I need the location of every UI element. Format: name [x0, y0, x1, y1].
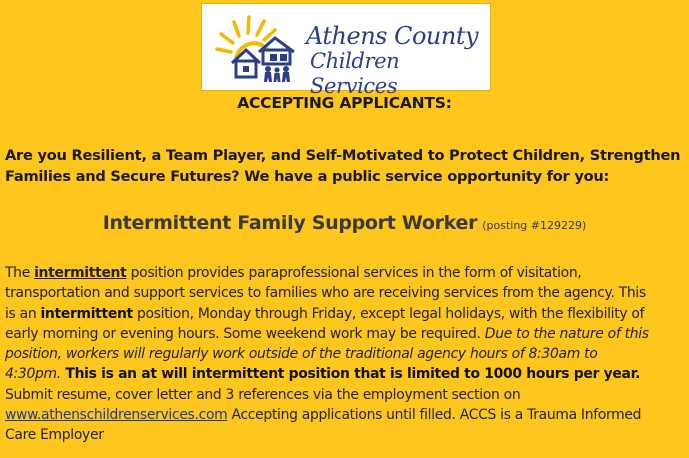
- at-will-notice: This is an at will intermittent position that is limited to 1000 hours per year.: [60, 366, 641, 383]
- job-title-line: [0, 212, 689, 234]
- sun-house-family-icon: [206, 8, 306, 88]
- page-heading: ACCEPTING APPLICANTS:: [237, 94, 452, 112]
- posting-number: (posting #129229): [482, 219, 587, 232]
- logo: [201, 3, 491, 98]
- description-line: Care Employer: [5, 427, 104, 444]
- website-link[interactable]: www.athenschildrenservices.com: [5, 407, 228, 424]
- logo-line-1: Athens County: [306, 22, 479, 50]
- description-line: Submit resume, cover letter and 3 references via the employment section on: [5, 386, 521, 403]
- description-line: is an intermittent position, Monday through Friday, except legal holidays, with the flexibility of: [5, 305, 645, 322]
- intro-question: [5, 145, 685, 187]
- description-line: 4:30pm. This is an at will intermittent position that is limited to 1000 hours per year.: [5, 366, 641, 383]
- description-line: early morning or evening hours. Some weekend work may be required. Due to the nature of this: [5, 325, 649, 342]
- description-line: The intermittent position provides paraprofessional services in the form of visitation,: [5, 265, 582, 281]
- description-line: transportation and support services to families who are receiving services from the agency. This: [5, 285, 646, 302]
- intro-question-line-2: Families and Secure Futures? We have a public service opportunity for you:: [5, 168, 610, 185]
- intro-question-line-1: Are you Resilient, a Team Player, and Self-Motivated to Protect Children, Strengthen: [5, 147, 681, 164]
- description-line: position, workers will regularly work outside of the traditional agency hours of 8:30am to: [5, 346, 598, 363]
- emphasis-intermittent: intermittent: [34, 265, 127, 281]
- hours-note: Due to the nature of this: [484, 325, 649, 342]
- emphasis-intermittent: intermittent: [40, 305, 133, 322]
- job-title: Intermittent Family Support Worker: [102, 212, 478, 234]
- logo-line-2: Children Services: [310, 49, 400, 98]
- job-description: [5, 263, 689, 446]
- description-line: www.athenschildrenservices.com Accepting applications until filled. ACCS is a Trauma Informed: [5, 407, 642, 424]
- logo-text: [306, 24, 490, 99]
